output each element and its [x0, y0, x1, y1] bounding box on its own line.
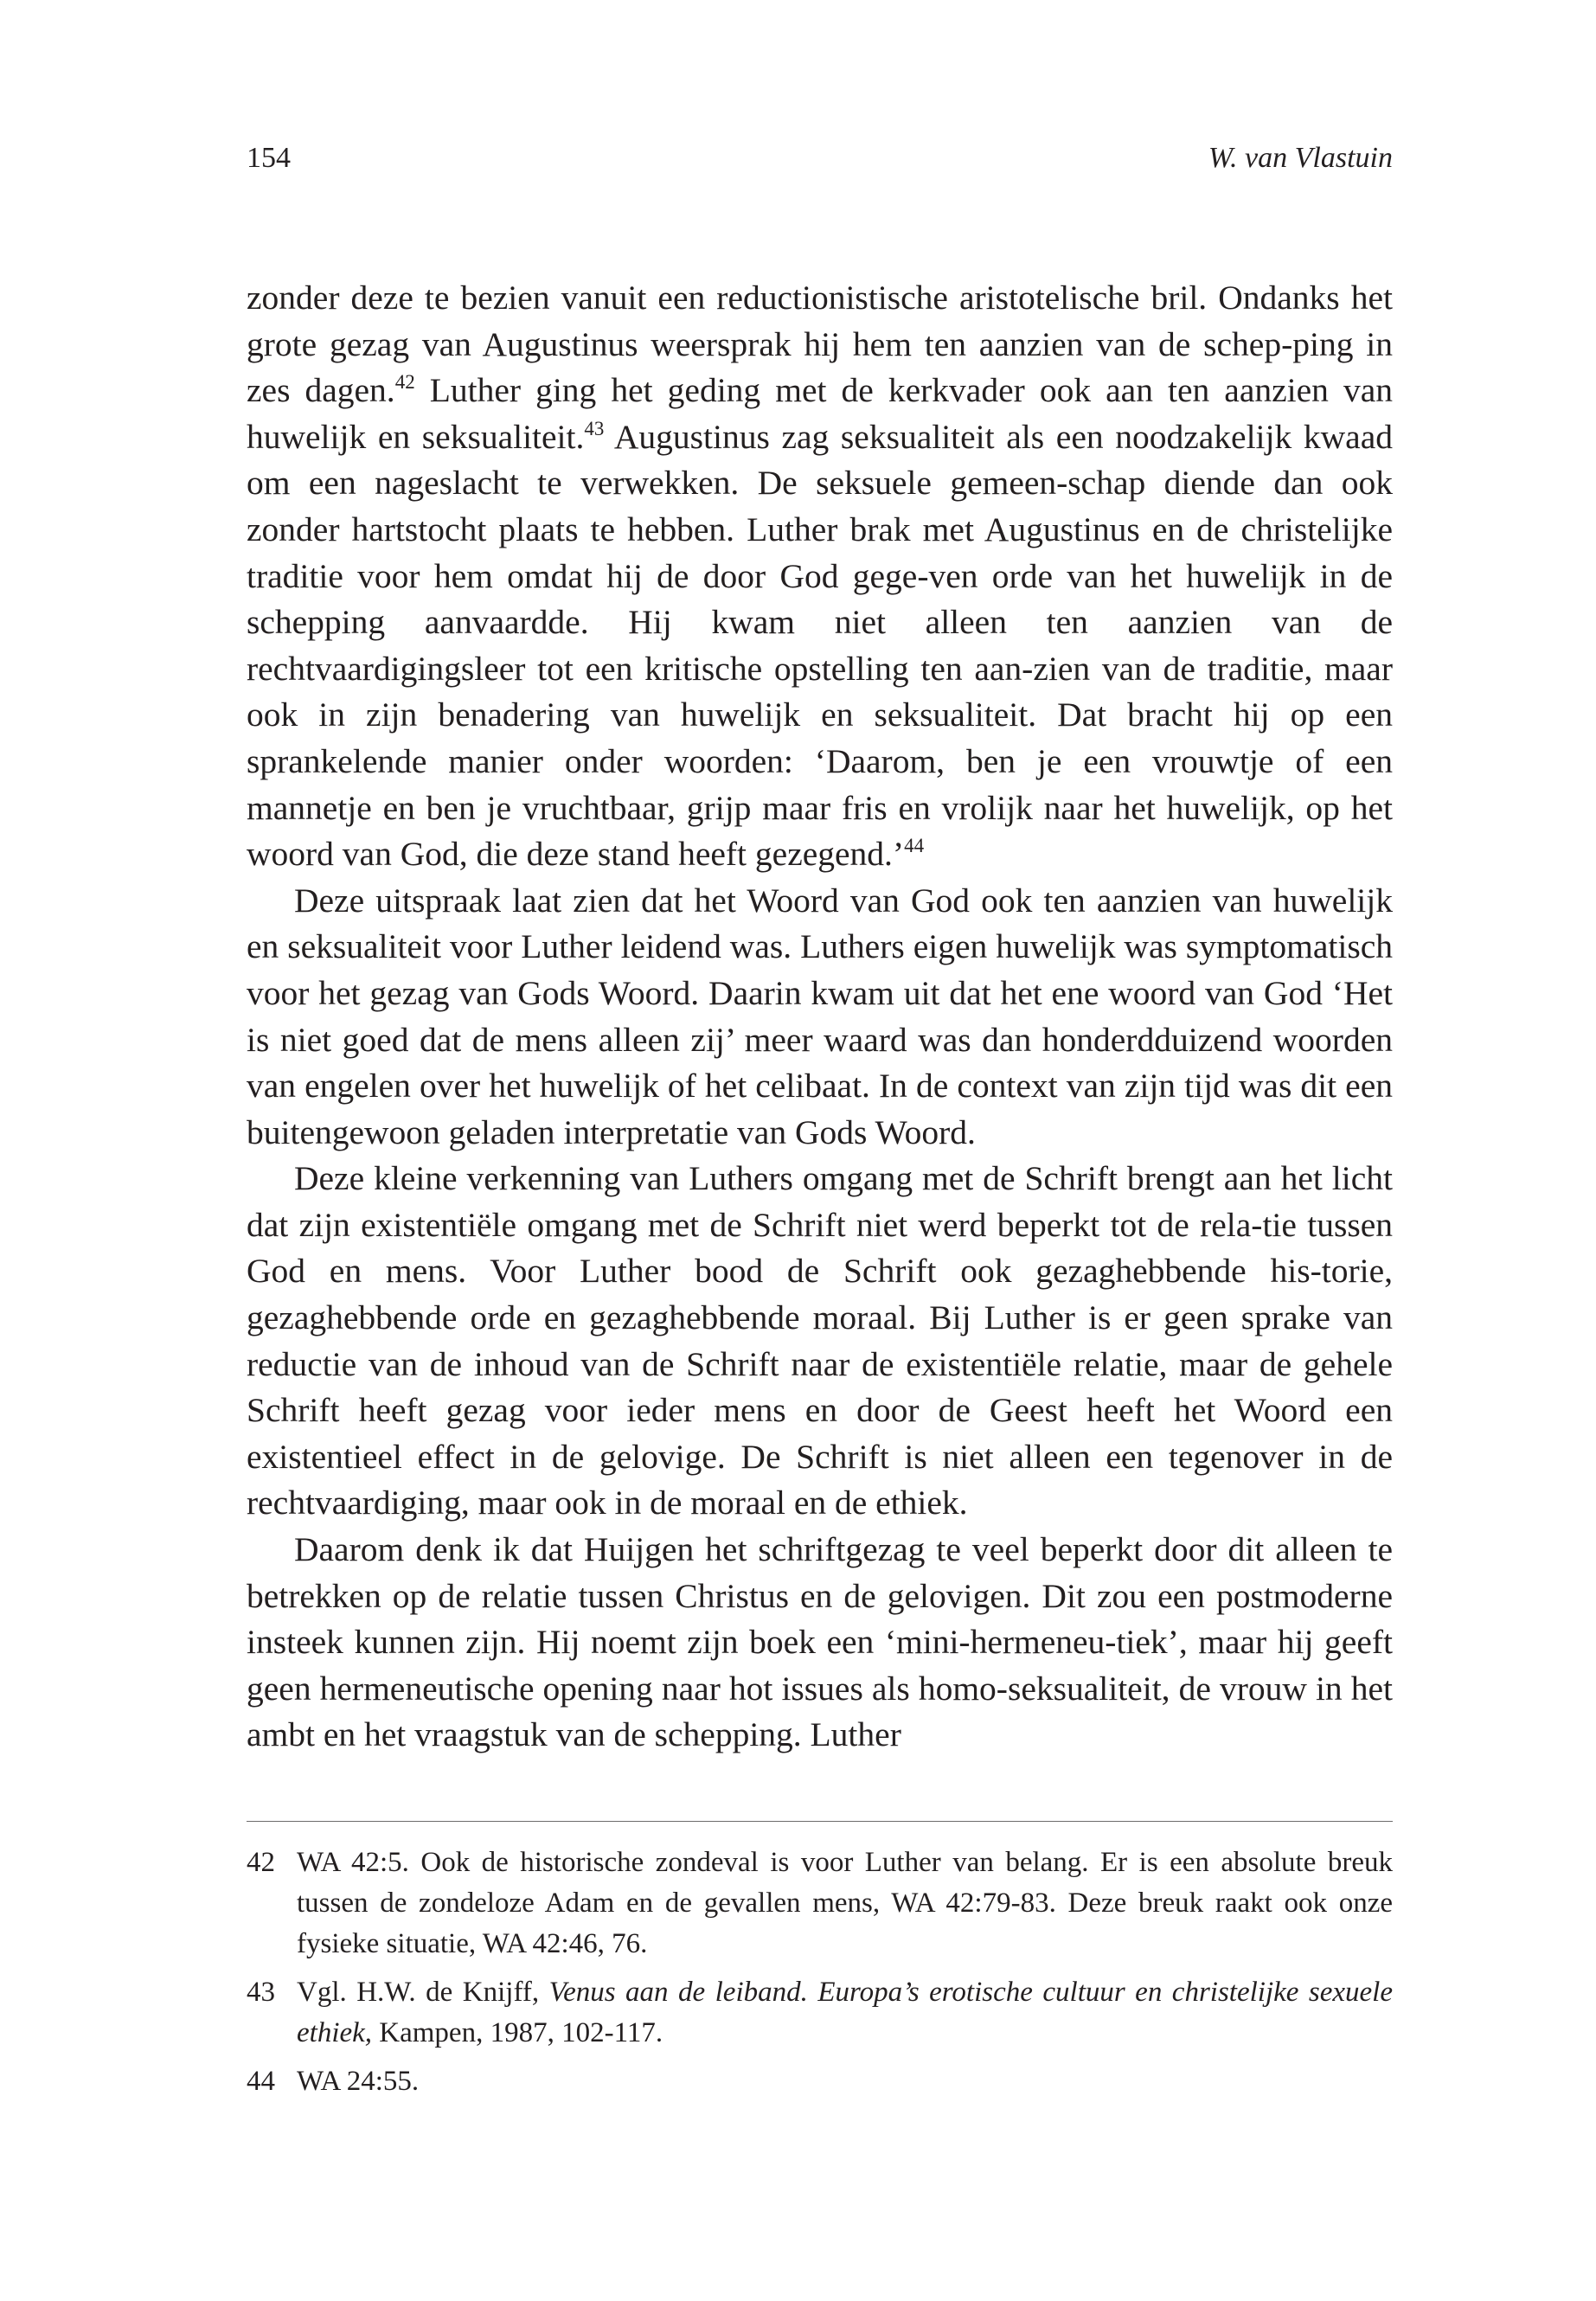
footnote-suffix: Kampen, 1987, 102-117.	[372, 2017, 663, 2048]
footnote-44	[247, 2061, 1393, 2102]
footnote-text	[297, 1977, 1393, 2048]
footnote-number: 43	[247, 1977, 275, 2008]
page-number: 154	[247, 142, 291, 174]
footnote-divider	[247, 1821, 1393, 1822]
paragraph-1-part-2: Luther ging het geding met de kerkvader ook aan ten aanzien van huwelijk en seksualiteit.	[247, 371, 1393, 456]
footnote-number: 44	[247, 2066, 275, 2097]
paragraph-3: Deze kleine verkenning van Luthers omgang met de Schrift brengt aan het licht dat zijn existentiële omgang met de Schrift niet werd beperkt tot de rela-tie tussen God en mens. Voor Luther bood de Schrift ook gezaghebbende his-torie, gezaghebbende orde en gezaghebbende moraal. Bij Luther is er geen sprake van reductie van de inhoud van de Schrift naar de existentiële relatie, maar de gehele Schrift heeft gezag voor ieder mens en door de Geest heeft het Woord een existentieel effect in de gelovige. De Schrift is niet alleen een tegenover in de rechtvaardiging, maar ook in de moraal en de ethiek.	[247, 1159, 1393, 1522]
footnote-ref-43[interactable]: 43	[584, 417, 605, 439]
paragraph-4: Daarom denk ik dat Huijgen het schriftgezag te veel beperkt door dit alleen te betrekken op de relatie tussen Christus en de gelovigen. Dit zou een postmoderne insteek kunnen zijn. Hij noemt zijn boek een ‘mini-hermeneu-tiek’, maar hij geeft geen hermeneutische opening naar hot issues als homo-seksualiteit, de vrouw in het ambt en het vraagstuk van de schepping. Luther	[247, 1530, 1393, 1754]
body-text	[247, 275, 1393, 1759]
paragraph-2: Deze uitspraak laat zien dat het Woord van God ook ten aanzien van huwelijk en seksualiteit voor Luther leidend was. Luthers eigen huwelijk was symptomatisch voor het gezag van Gods Woord. Daarin kwam uit dat het ene woord van God ‘Het is niet goed dat de mens alleen zij’ meer waard was dan honderdduizend woorden van engelen over het huwelijk of het celibaat. In de context van zijn tijd was dit een buitengewoon geladen interpretatie van Gods Woord.	[247, 881, 1393, 1151]
footnote-42	[247, 1843, 1393, 1965]
book-page	[247, 0, 1393, 2301]
running-head-author: W. van Vlastuin	[1208, 142, 1393, 174]
paragraph-1-part-1: zonder deze te bezien vanuit een reductionistische aristotelische bril. Ondanks het grote gezag van Augustinus weersprak hij hem ten aanzien van de schep-ping in zes dagen.	[247, 279, 1393, 410]
paragraph-1-part-3: Augustinus zag seksualiteit als een noodzakelijk kwaad om een nageslacht te verwekken. De seksuele gemeen-schap diende dan ook zonder hartstocht plaats te hebben. Luther brak met Augustinus en de christelijke traditie voor hem omdat hij de door God gege-ven orde van het huwelijk in de schepping aanvaardde. Hij kwam niet alleen ten aanzien van de rechtvaardigingsleer tot een kritische opstelling ten aan-zien van de traditie, maar ook in zijn benadering van huwelijk en seksualiteit. Dat bracht hij op een sprankelende manier onder woorden: ‘Daarom, ben je een vrouwtje of een mannetje en ben je vruchtbaar, grijp maar fris en vrolijk naar het huwelijk, op het woord van God, die deze stand heeft gezegend.’	[247, 417, 1393, 874]
footnotes	[247, 1843, 1393, 2110]
running-head	[247, 137, 1393, 180]
footnote-ref-42[interactable]: 42	[394, 371, 415, 394]
footnote-book-title: Venus aan de leiband. Europa’s erotische cultuur en christelijke sexuele ethiek,	[297, 1977, 1393, 2048]
footnote-prefix: Vgl. H.W. de Knijff,	[297, 1977, 549, 2008]
footnote-text: WA 24:55.	[297, 2066, 420, 2097]
footnote-number: 42	[247, 1847, 275, 1878]
paragraph-1	[247, 275, 1393, 878]
footnote-ref-44[interactable]: 44	[904, 835, 925, 857]
footnote-text: WA 42:5. Ook de historische zondeval is voor Luther van belang. Er is een absolute breuk tussen de zondeloze Adam en de gevallen mens, WA 42:79-83. Deze breuk raakt ook onze fysieke situatie, WA 42:46, 76.	[297, 1847, 1393, 1959]
footnote-43	[247, 1972, 1393, 2054]
